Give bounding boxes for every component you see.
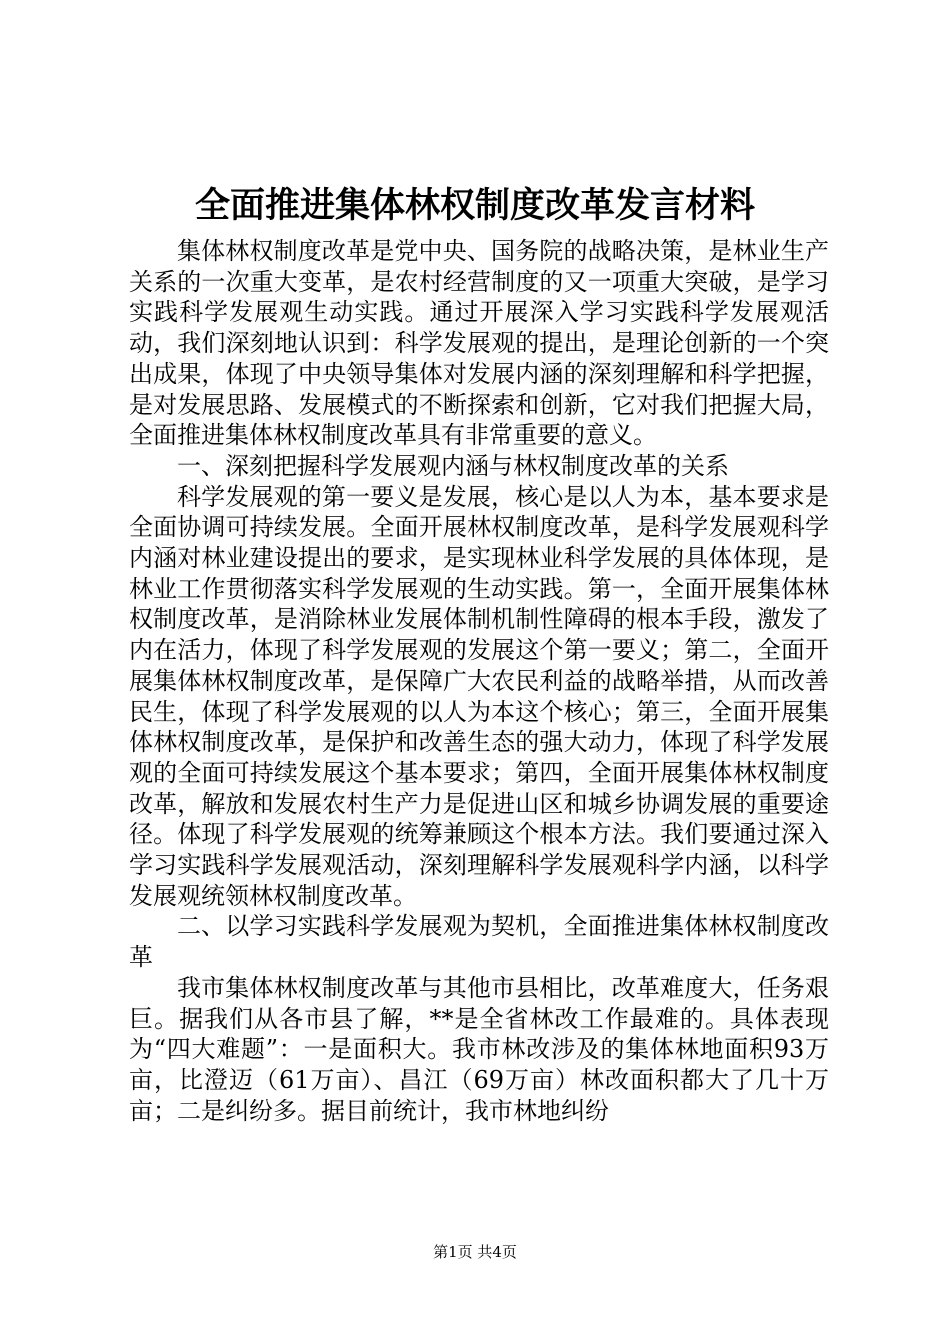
document-title: 全面推进集体林权制度改革发言材料 <box>194 186 755 226</box>
section-heading-2: 二、以学习实践科学发展观为契机，全面推进集体林权制度改革 <box>129 912 829 972</box>
section-heading-1: 一、深刻把握科学发展观内涵与林权制度改革的关系 <box>177 451 729 480</box>
paragraph-intro: 集体林权制度改革是党中央、国务院的战略决策，是林业生产关系的一次重大变革，是农村经营制度的又一项重大突破，是学习实践科学发展观生动实践。通过开展深入学习实践科学发展观活动，我们深刻地认识到：科学发展观的提出，是理论创新的一个突出成果，体现了中央领导集体对发展内涵的深刻理解和科学把握，是对发展思路、发展模式的不断探索和创新，它对我们把握大局，全面推进集体林权制度改革具有非常重要的意义。 <box>129 237 829 450</box>
paragraph-section-2: 我市集体林权制度改革与其他市县相比，改革难度大，任务艰巨。据我们从各市县了解，**是全省林改工作最难的。具体表现为“四大难题”：一是面积大。我市林改涉及的集体林地面积93万亩，比澄迈（61万亩）、昌江（69万亩）林改面积都大了几十万亩；二是纠纷多。据目前统计，我市林地纠纷 <box>129 973 829 1125</box>
page-number-footer: 第1页 共4页 <box>433 1243 517 1261</box>
paragraph-section-1: 科学发展观的第一要义是发展，核心是以人为本，基本要求是全面协调可持续发展。全面开展林权制度改革，是科学发展观科学内涵对林业建设提出的要求，是实现林业科学发展的具体体现，是林业工作贯彻落实科学发展观的生动实践。第一，全面开展集体林权制度改革，是消除林业发展体制机制性障碍的根本手段，激发了内在活力，体现了科学发展观的发展这个第一要义；第二，全面开展集体林权制度改革，是保障广大农民利益的战略举措，从而改善民生，体现了科学发展观的以人为本这个核心；第三，全面开展集体林权制度改革，是保护和改善生态的强大动力，体现了科学发展观的全面可持续发展这个基本要求；第四，全面开展集体林权制度改革，解放和发展农村生产力是促进山区和城乡协调发展的重要途径。体现了科学发展观的统筹兼顾这个根本方法。我们要通过深入学习实践科学发展观活动，深刻理解科学发展观科学内涵，以科学发展观统领林权制度改革。 <box>129 482 829 910</box>
document-body <box>129 236 829 1126</box>
